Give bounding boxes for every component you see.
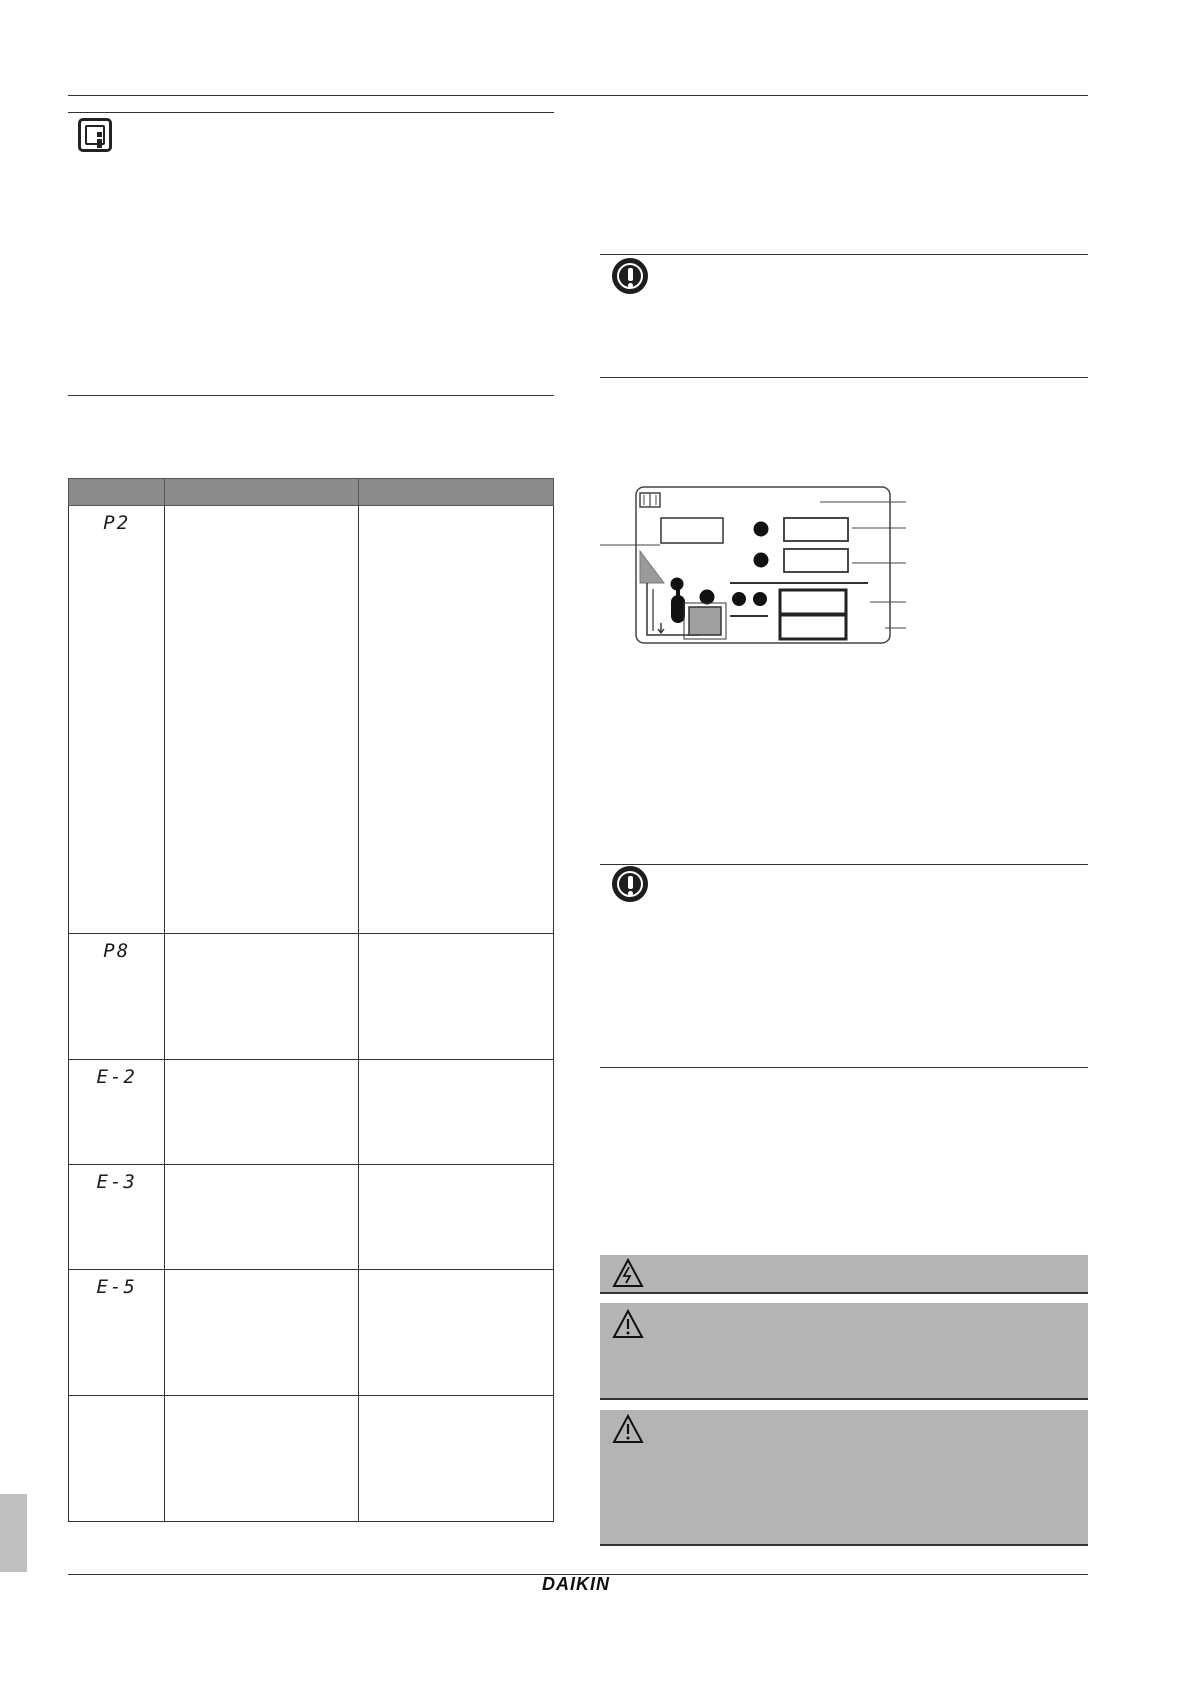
important-note-bottom-rule (600, 1067, 1088, 1068)
table-cell (165, 1060, 358, 1165)
table-cell (165, 1165, 358, 1270)
error-code-table (68, 478, 554, 1522)
electric-warning-bar (600, 1255, 1088, 1294)
electric-warning-icon (612, 1258, 644, 1288)
table-cell (358, 1060, 553, 1165)
table-cell (165, 1396, 358, 1522)
marker-dot (732, 592, 746, 606)
table-row (69, 1165, 554, 1270)
table-cell (165, 934, 358, 1060)
info-note-top-rule (68, 112, 554, 113)
label-box (784, 518, 848, 541)
important-note-top-rule (600, 864, 1088, 865)
info-icon (78, 118, 112, 152)
table-row (69, 1270, 554, 1396)
table-header-cell (69, 479, 165, 506)
error-code: E-3 (96, 1171, 137, 1193)
marker-dot (671, 578, 684, 591)
error-code: P2 (103, 512, 131, 534)
table-row (69, 1396, 554, 1522)
label-box (784, 549, 848, 572)
warning-bar (600, 1410, 1088, 1546)
exclamation-icon (612, 258, 648, 294)
error-code-cell (69, 1270, 165, 1396)
exclamation-icon (612, 866, 648, 902)
marker-dot (700, 590, 715, 605)
table-cell (358, 934, 553, 1060)
table-cell (358, 1396, 553, 1522)
marker-dot (754, 553, 769, 568)
table-cell (165, 1270, 358, 1396)
error-code: P8 (103, 940, 131, 962)
error-code-cell (69, 1165, 165, 1270)
manual-book-icon (640, 493, 660, 507)
table-row (69, 934, 554, 1060)
table-cell (165, 506, 358, 934)
warning-icon (612, 1309, 644, 1339)
error-code-cell (69, 934, 165, 1060)
error-code: E-2 (96, 1066, 137, 1088)
warning-bar (600, 1303, 1088, 1400)
marker-dot (753, 592, 767, 606)
error-code-cell (69, 1396, 165, 1522)
important-note-top-rule (600, 254, 1088, 255)
table-row (69, 1060, 554, 1165)
error-code: E-5 (96, 1276, 137, 1298)
error-code-cell (69, 506, 165, 934)
info-note-bottom-rule (68, 395, 554, 396)
table-header-cell (358, 479, 553, 506)
table-header-row (69, 479, 554, 506)
chapter-side-tab (0, 1494, 27, 1572)
grey-box (689, 607, 721, 635)
table-row (69, 506, 554, 934)
refrigerant-cylinder-icon (671, 590, 685, 623)
label-diagram (600, 485, 930, 645)
table-cell (358, 1165, 553, 1270)
table-cell (358, 1270, 553, 1396)
label-box-bold (780, 590, 846, 615)
warning-icon (612, 1414, 644, 1444)
daikin-logo: DAIKIN (542, 1574, 610, 1594)
marker-dot (754, 522, 769, 537)
table-cell (358, 506, 553, 934)
table-header-cell (165, 479, 358, 506)
error-code (69, 1396, 164, 1402)
label-box-left (661, 518, 723, 543)
page-top-rule (68, 95, 1088, 96)
important-note-bottom-rule (600, 377, 1088, 378)
error-code-cell (69, 1060, 165, 1165)
label-box-bold (780, 614, 846, 639)
